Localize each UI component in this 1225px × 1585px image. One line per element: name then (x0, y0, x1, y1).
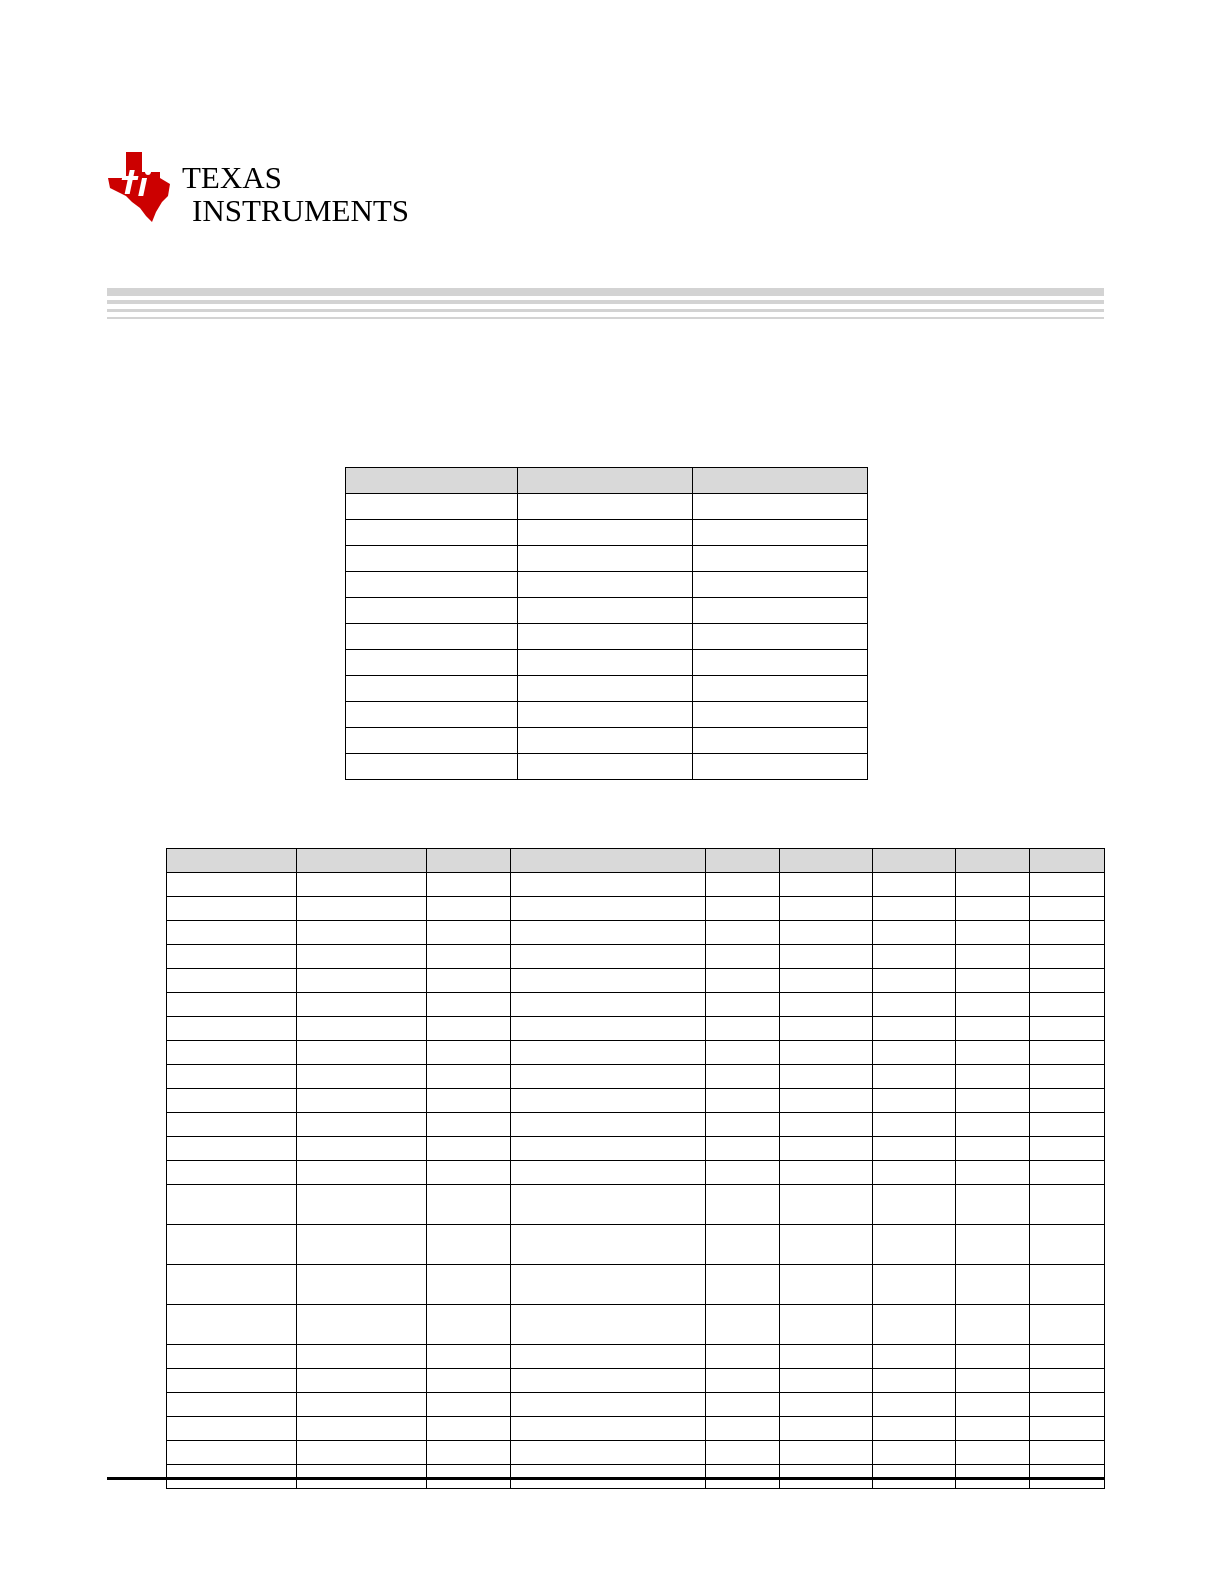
table-cell (873, 921, 956, 945)
table-cell (518, 624, 693, 650)
header-rule-1 (107, 288, 1104, 296)
table-cell (706, 897, 780, 921)
ti-logo-icon (108, 150, 418, 226)
table-cell (706, 1185, 780, 1225)
table-cell (427, 1185, 511, 1225)
table-cell (167, 1265, 297, 1305)
table-cell (427, 993, 511, 1017)
table-cell (167, 897, 297, 921)
table-details (166, 848, 1105, 1489)
table-cell (297, 993, 427, 1017)
table-cell (297, 1089, 427, 1113)
table-cell (780, 1017, 873, 1041)
table-cell (706, 873, 780, 897)
table-cell (1030, 1225, 1105, 1265)
table-cell (297, 897, 427, 921)
table-cell (427, 1113, 511, 1137)
table-cell (427, 1161, 511, 1185)
table-cell (427, 1065, 511, 1089)
table-cell (346, 546, 518, 572)
table-cell (956, 1161, 1030, 1185)
table-cell (706, 1161, 780, 1185)
table-row (346, 598, 868, 624)
table-cell (511, 945, 706, 969)
table-cell (511, 993, 706, 1017)
table-row (167, 1305, 1105, 1345)
table-cell (706, 1225, 780, 1265)
table-cell (780, 969, 873, 993)
table-cell (1030, 1017, 1105, 1041)
table-cell (956, 1113, 1030, 1137)
table-cell (956, 1041, 1030, 1065)
table-cell (1030, 1137, 1105, 1161)
table-cell (167, 945, 297, 969)
header-rule-4 (107, 317, 1104, 319)
table-row (167, 1113, 1105, 1137)
table-cell (427, 969, 511, 993)
table-cell (346, 728, 518, 754)
table-cell (518, 572, 693, 598)
table-cell (427, 1137, 511, 1161)
table-cell (427, 1417, 511, 1441)
table-cell (511, 1017, 706, 1041)
table-cell (297, 1185, 427, 1225)
table-cell (167, 1089, 297, 1113)
table-cell (167, 1305, 297, 1345)
table-header-cell (518, 468, 693, 494)
table-cell (346, 598, 518, 624)
table-row (167, 1161, 1105, 1185)
table-row (167, 1369, 1105, 1393)
table-cell (873, 1041, 956, 1065)
table-cell (780, 1089, 873, 1113)
table-cell (427, 873, 511, 897)
table-cell (706, 993, 780, 1017)
table-cell (427, 1265, 511, 1305)
table-row (346, 494, 868, 520)
table-cell (1030, 1065, 1105, 1089)
table-cell (780, 873, 873, 897)
table-cell (693, 676, 868, 702)
table-cell (297, 1113, 427, 1137)
table-cell (956, 993, 1030, 1017)
table-cell (693, 650, 868, 676)
table-cell (706, 1345, 780, 1369)
table-cell (518, 702, 693, 728)
table-cell (511, 1089, 706, 1113)
table-cell (956, 1225, 1030, 1265)
table-cell (873, 1369, 956, 1393)
table-cell (873, 1161, 956, 1185)
table-cell (511, 1345, 706, 1369)
table-row (167, 873, 1105, 897)
table-cell (427, 945, 511, 969)
header-rule-2 (107, 300, 1104, 304)
table-cell (511, 1225, 706, 1265)
table-cell (780, 1265, 873, 1305)
table-cell (706, 945, 780, 969)
table-header-cell (511, 849, 706, 873)
table-row (167, 1265, 1105, 1305)
table-row (346, 754, 868, 780)
table-cell (873, 1185, 956, 1225)
table-header-cell (427, 849, 511, 873)
table-cell (780, 1065, 873, 1089)
table-cell (956, 1017, 1030, 1041)
table-cell (693, 702, 868, 728)
table-header-cell (693, 468, 868, 494)
table-cell (956, 1185, 1030, 1225)
table-cell (511, 1041, 706, 1065)
table-cell (693, 598, 868, 624)
table-cell (518, 676, 693, 702)
table-row (167, 1089, 1105, 1113)
footer-rule (107, 1477, 1104, 1480)
table-cell (167, 873, 297, 897)
table-cell (873, 1065, 956, 1089)
table-cell (706, 1417, 780, 1441)
table-cell (297, 1041, 427, 1065)
table-cell (706, 1065, 780, 1089)
table-cell (511, 1417, 706, 1441)
table-cell (780, 1369, 873, 1393)
table-cell (346, 702, 518, 728)
table-cell (167, 1225, 297, 1265)
table-cell (956, 1137, 1030, 1161)
table-cell (706, 1369, 780, 1393)
table-header-cell (956, 849, 1030, 873)
table-cell (780, 1305, 873, 1345)
table-cell (956, 1265, 1030, 1305)
table-cell (780, 1041, 873, 1065)
table-cell (873, 1089, 956, 1113)
table-cell (511, 1113, 706, 1137)
table-cell (297, 969, 427, 993)
table-cell (511, 1369, 706, 1393)
table-row (167, 993, 1105, 1017)
table-cell (167, 921, 297, 945)
table-cell (167, 969, 297, 993)
table-cell (1030, 1417, 1105, 1441)
table-cell (346, 624, 518, 650)
table-cell (167, 1369, 297, 1393)
header-rule-3 (107, 309, 1104, 312)
table-cell (956, 1089, 1030, 1113)
table-cell (780, 1225, 873, 1265)
table-cell (873, 945, 956, 969)
table-cell (780, 1185, 873, 1225)
table-row (167, 921, 1105, 945)
table-cell (1030, 1265, 1105, 1305)
table-cell (873, 1017, 956, 1041)
table-cell (873, 969, 956, 993)
table-row (346, 676, 868, 702)
table-cell (873, 1137, 956, 1161)
table-cell (956, 921, 1030, 945)
table-cell (873, 993, 956, 1017)
table-cell (297, 945, 427, 969)
table-summary (345, 467, 868, 780)
table-cell (1030, 969, 1105, 993)
table-row (167, 1137, 1105, 1161)
table-cell (511, 1393, 706, 1417)
table-cell (297, 1305, 427, 1345)
table-cell (1030, 1089, 1105, 1113)
table-cell (1030, 1185, 1105, 1225)
table-cell (167, 1441, 297, 1465)
table-cell (297, 873, 427, 897)
table-cell (780, 1441, 873, 1465)
table-cell (706, 1393, 780, 1417)
table-row (346, 572, 868, 598)
table-row (346, 546, 868, 572)
table-cell (706, 1017, 780, 1041)
table-cell (956, 897, 1030, 921)
table-cell (297, 1137, 427, 1161)
table-cell (518, 494, 693, 520)
table-cell (518, 754, 693, 780)
table-cell (511, 1137, 706, 1161)
table-row (167, 1345, 1105, 1369)
table-cell (167, 1161, 297, 1185)
table-cell (427, 1225, 511, 1265)
table-cell (427, 921, 511, 945)
texas-instruments-logo (108, 150, 418, 226)
table-cell (780, 921, 873, 945)
brand-name-line2: INSTRUMENTS (192, 193, 410, 226)
table-cell (873, 1113, 956, 1137)
table-cell (693, 754, 868, 780)
table-row (167, 1065, 1105, 1089)
table-cell (511, 969, 706, 993)
table-cell (511, 1305, 706, 1345)
table-cell (167, 1417, 297, 1441)
table-cell (167, 1041, 297, 1065)
table-cell (427, 1441, 511, 1465)
table-cell (873, 1225, 956, 1265)
table-cell (956, 1065, 1030, 1089)
table-cell (706, 969, 780, 993)
table-cell (956, 1393, 1030, 1417)
table-cell (511, 921, 706, 945)
table-cell (693, 728, 868, 754)
table-cell (873, 1441, 956, 1465)
table-cell (706, 1265, 780, 1305)
table-cell (780, 993, 873, 1017)
table-cell (518, 598, 693, 624)
table-header-cell (706, 849, 780, 873)
table-cell (511, 1065, 706, 1089)
table-cell (346, 520, 518, 546)
table-row (167, 897, 1105, 921)
table-cell (693, 520, 868, 546)
table-cell (956, 1345, 1030, 1369)
table-header-cell (873, 849, 956, 873)
table-cell (167, 993, 297, 1017)
table-header-cell (346, 468, 518, 494)
table-cell (427, 1017, 511, 1041)
table-cell (706, 1089, 780, 1113)
table-cell (956, 1305, 1030, 1345)
table-cell (1030, 1161, 1105, 1185)
table-cell (297, 1017, 427, 1041)
table-cell (706, 921, 780, 945)
table-cell (511, 897, 706, 921)
table-cell (167, 1065, 297, 1089)
table-cell (1030, 1393, 1105, 1417)
table-cell (1030, 1369, 1105, 1393)
table-row (167, 1017, 1105, 1041)
table-cell (511, 873, 706, 897)
table-cell (518, 728, 693, 754)
table-cell (346, 676, 518, 702)
table-cell (297, 1393, 427, 1417)
table-row (346, 728, 868, 754)
table-cell (873, 1305, 956, 1345)
table-cell (1030, 1305, 1105, 1345)
table-row (167, 1185, 1105, 1225)
table-cell (346, 754, 518, 780)
table-row (167, 1225, 1105, 1265)
table-cell (427, 1393, 511, 1417)
table-cell (297, 921, 427, 945)
table-cell (706, 1113, 780, 1137)
table-cell (297, 1161, 427, 1185)
table-cell (956, 1441, 1030, 1465)
table-cell (873, 1345, 956, 1369)
table-cell (167, 1113, 297, 1137)
table-cell (780, 1393, 873, 1417)
table-cell (427, 897, 511, 921)
table-cell (956, 1417, 1030, 1441)
table-cell (873, 1393, 956, 1417)
table-cell (427, 1345, 511, 1369)
table-cell (780, 945, 873, 969)
table-cell (297, 1225, 427, 1265)
table-cell (693, 494, 868, 520)
table-cell (1030, 945, 1105, 969)
table-row (346, 650, 868, 676)
table-cell (780, 1417, 873, 1441)
table-cell (706, 1137, 780, 1161)
table-cell (346, 650, 518, 676)
table-cell (297, 1369, 427, 1393)
table-cell (346, 572, 518, 598)
table-cell (1030, 897, 1105, 921)
table-cell (706, 1041, 780, 1065)
table-cell (693, 546, 868, 572)
table-cell (873, 1417, 956, 1441)
table-cell (873, 1265, 956, 1305)
table-cell (873, 873, 956, 897)
table-cell (706, 1305, 780, 1345)
table-cell (427, 1089, 511, 1113)
table-row (346, 624, 868, 650)
table-cell (780, 1137, 873, 1161)
table-header-cell (297, 849, 427, 873)
table-cell (167, 1185, 297, 1225)
table-cell (1030, 993, 1105, 1017)
table-cell (518, 546, 693, 572)
table-cell (518, 520, 693, 546)
table-cell (297, 1345, 427, 1369)
table-cell (956, 873, 1030, 897)
brand-name-line1: TEXAS (182, 160, 282, 195)
table-row (346, 702, 868, 728)
table-cell (518, 650, 693, 676)
table-cell (780, 1345, 873, 1369)
table-row (167, 1393, 1105, 1417)
table-cell (780, 1113, 873, 1137)
table-cell (297, 1265, 427, 1305)
table-cell (780, 897, 873, 921)
table-cell (1030, 1345, 1105, 1369)
table-header-cell (167, 849, 297, 873)
table-header-row (346, 468, 868, 494)
table-cell (1030, 873, 1105, 897)
table-cell (956, 1369, 1030, 1393)
table-cell (167, 1345, 297, 1369)
table-cell (873, 897, 956, 921)
table-cell (693, 572, 868, 598)
table-row (346, 520, 868, 546)
table-cell (297, 1441, 427, 1465)
table-row (167, 1041, 1105, 1065)
table-cell (1030, 1113, 1105, 1137)
table-cell (427, 1041, 511, 1065)
table-cell (167, 1393, 297, 1417)
table-row (167, 1417, 1105, 1441)
table-cell (956, 945, 1030, 969)
table-cell (167, 1017, 297, 1041)
table-cell (346, 494, 518, 520)
table-cell (297, 1417, 427, 1441)
table-cell (511, 1265, 706, 1305)
table-cell (706, 1441, 780, 1465)
table-cell (427, 1305, 511, 1345)
table-cell (297, 1065, 427, 1089)
table-header-cell (1030, 849, 1105, 873)
table-row (167, 945, 1105, 969)
table-row (167, 969, 1105, 993)
table-header-cell (780, 849, 873, 873)
table-cell (511, 1441, 706, 1465)
table-cell (167, 1137, 297, 1161)
table-cell (1030, 1041, 1105, 1065)
table-cell (693, 624, 868, 650)
table-cell (427, 1369, 511, 1393)
table-row (167, 1441, 1105, 1465)
table-header-row (167, 849, 1105, 873)
table-cell (511, 1185, 706, 1225)
table-cell (956, 969, 1030, 993)
table-cell (780, 1161, 873, 1185)
table-cell (1030, 1441, 1105, 1465)
table-cell (511, 1161, 706, 1185)
table-cell (1030, 921, 1105, 945)
